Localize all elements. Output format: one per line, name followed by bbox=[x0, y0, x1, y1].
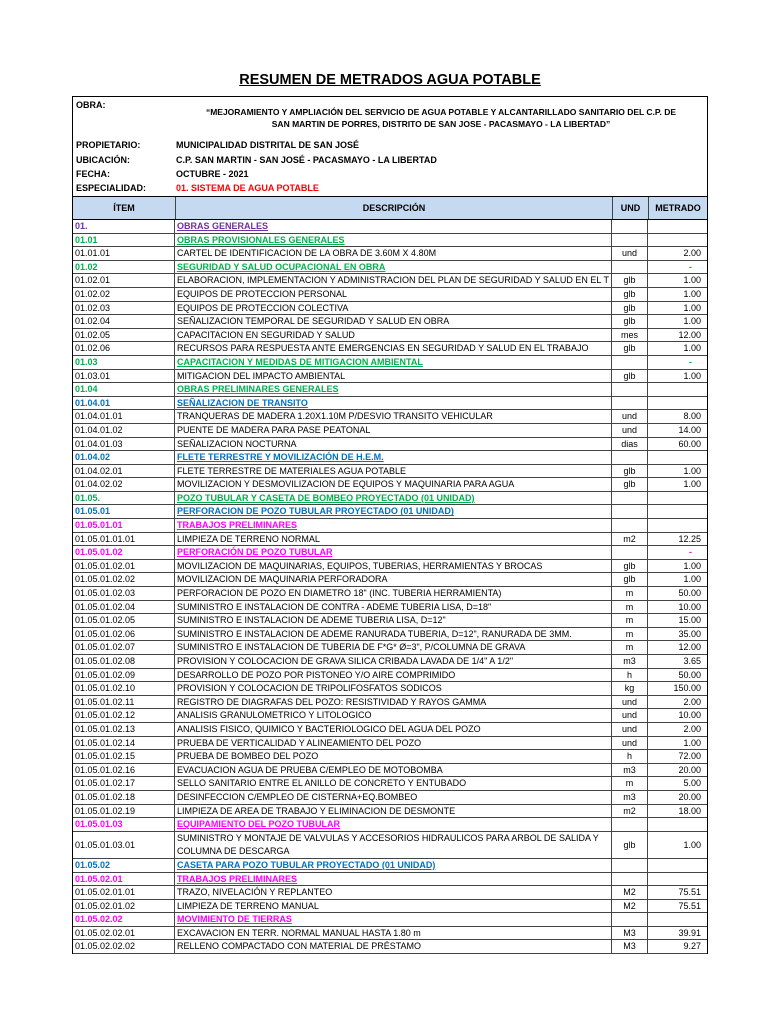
item-description: ANALISIS GRANULOMETRICO Y LITOLOGICO bbox=[175, 709, 612, 722]
table-row bbox=[73, 614, 707, 628]
item-quantity bbox=[648, 220, 707, 233]
section-row bbox=[73, 383, 707, 397]
item-unit bbox=[612, 383, 648, 396]
item-quantity: 20.00 bbox=[678, 791, 701, 802]
item-unit: kg bbox=[612, 682, 648, 695]
item-description: POZO TUBULAR Y CASETA DE BOMBEO PROYECTADO (01 UNIDAD) bbox=[175, 492, 612, 505]
item-description: EVACUACION AGUA DE PRUEBA C/EMPLEO DE MOTOBOMBA bbox=[175, 764, 612, 777]
item-description: FLETE TERRESTRE Y MOVILIZACIÓN DE H.E.M. bbox=[175, 451, 612, 464]
table-row bbox=[73, 302, 707, 316]
table-row bbox=[73, 750, 707, 764]
item-description: CASETA PARA POZO TUBULAR PROYECTADO (01 UNIDAD) bbox=[175, 859, 612, 872]
table-row bbox=[73, 696, 707, 710]
item-code: 01.05.01.02.01 bbox=[73, 560, 175, 573]
item-unit: M3 bbox=[612, 927, 648, 940]
item-quantity: 14.00 bbox=[678, 424, 701, 435]
item-code: 01.02.06 bbox=[73, 342, 175, 355]
fecha-value: OCTUBRE - 2021 bbox=[176, 169, 249, 179]
item-code: 01.05.01.02.19 bbox=[73, 805, 175, 818]
item-quantity: 10.00 bbox=[678, 710, 701, 721]
table-row bbox=[73, 601, 707, 615]
table-row bbox=[73, 737, 707, 751]
item-description: PRUEBA DE VERTICALIDAD Y ALINEAMIENTO DEL POZO bbox=[175, 737, 612, 750]
item-code: 01.05.01.02.07 bbox=[73, 641, 175, 654]
item-description: EXCAVACION EN TERR. NORMAL MANUAL HASTA 1.80 m bbox=[175, 927, 612, 940]
item-description: LIMPIEZA DE AREA DE TRABAJO Y ELIMINACION DE DESMONTE bbox=[175, 805, 612, 818]
obra-title-line-1: “MEJORAMIENTO Y AMPLIACIÓN DEL SERVICIO DE AGUA POTABLE Y ALCANTARILLADO SANITARIO DEL C.P. DE bbox=[205, 107, 677, 117]
item-quantity bbox=[648, 505, 707, 518]
item-quantity: 1.00 bbox=[683, 574, 701, 585]
item-code: 01.01.01 bbox=[73, 247, 175, 260]
item-quantity: 18.00 bbox=[678, 805, 701, 816]
item-code: 01.03 bbox=[73, 356, 175, 369]
item-unit: M3 bbox=[612, 940, 648, 953]
item-code: 01.05.01.02.18 bbox=[73, 791, 175, 804]
item-description: PERFORACIÓN DE POZO TUBULAR bbox=[175, 546, 612, 559]
item-quantity: 1.00 bbox=[683, 302, 701, 313]
ubicacion-label: UBICACIÓN: bbox=[76, 155, 130, 165]
item-code: 01.05.01.02 bbox=[73, 546, 175, 559]
item-description: PERFORACION DE POZO EN DIAMETRO 18" (INC. TUBERIA HERRAMIENTA) bbox=[175, 587, 612, 600]
item-description: REGISTRO DE DIAGRAFAS DEL POZO: RESISTIVIDAD Y RAYOS GAMMA bbox=[175, 696, 612, 709]
item-unit: glb bbox=[612, 370, 648, 383]
item-code: 01.03.01 bbox=[73, 370, 175, 383]
item-code: 01.05.01.03 bbox=[73, 818, 175, 831]
item-quantity: 1.00 bbox=[683, 465, 701, 476]
item-code: 01.05.01.02.12 bbox=[73, 709, 175, 722]
especialidad-value: 01. SISTEMA DE AGUA POTABLE bbox=[176, 183, 319, 193]
item-description: PERFORACION DE POZO TUBULAR PROYECTADO (01 UNIDAD) bbox=[175, 505, 612, 518]
table-row bbox=[73, 832, 707, 859]
item-code: 01.04.02.01 bbox=[73, 465, 175, 478]
item-quantity: 75.51 bbox=[678, 887, 701, 898]
item-description: RELLENO COMPACTADO CON MATERIAL DE PRÉSTAMO bbox=[175, 940, 612, 953]
item-quantity: 1.00 bbox=[683, 560, 701, 571]
item-quantity: 2.00 bbox=[683, 696, 701, 707]
item-unit bbox=[612, 519, 648, 532]
item-code: 01.05.01.03.01 bbox=[73, 832, 175, 858]
table-row bbox=[73, 628, 707, 642]
item-code: 01.04.01.01 bbox=[73, 410, 175, 423]
item-quantity: 8.00 bbox=[683, 411, 701, 422]
item-code: 01.05.01.02.05 bbox=[73, 614, 175, 627]
item-description: MOVILIZACION DE MAQUINARIA PERFORADORA bbox=[175, 573, 612, 586]
item-code: 01.05.02 bbox=[73, 859, 175, 872]
especialidad-label: ESPECIALIDAD: bbox=[76, 183, 147, 193]
item-unit: h bbox=[612, 669, 648, 682]
item-unit bbox=[612, 818, 648, 831]
item-code: 01.05. bbox=[73, 492, 175, 505]
fecha-label: FECHA: bbox=[76, 169, 110, 179]
item-quantity: 12.00 bbox=[678, 329, 701, 340]
item-unit: glb bbox=[612, 315, 648, 328]
section-row bbox=[73, 234, 707, 248]
item-quantity: 50.00 bbox=[678, 669, 701, 680]
table-row bbox=[73, 805, 707, 819]
table-row bbox=[73, 791, 707, 805]
table-row bbox=[73, 940, 707, 954]
item-quantity bbox=[648, 234, 707, 247]
item-description: EQUIPOS DE PROTECCION PERSONAL bbox=[175, 288, 612, 301]
item-quantity: 35.00 bbox=[678, 628, 701, 639]
item-code: 01.05.01.02.15 bbox=[73, 750, 175, 763]
table-row bbox=[73, 709, 707, 723]
table-row bbox=[73, 587, 707, 601]
item-description: CAPACITACION Y MEDIDAS DE MITIGACION AMBIENTAL bbox=[175, 356, 612, 369]
item-description: LIMPIEZA DE TERRENO NORMAL bbox=[175, 533, 612, 546]
item-description: EQUIPOS DE PROTECCION COLECTIVA bbox=[175, 302, 612, 315]
item-unit: glb bbox=[612, 832, 648, 858]
item-quantity bbox=[648, 397, 707, 410]
item-quantity: 1.00 bbox=[683, 370, 701, 381]
item-unit bbox=[612, 859, 648, 872]
item-unit bbox=[612, 451, 648, 464]
item-code: 01.05.01.02.10 bbox=[73, 682, 175, 695]
item-unit bbox=[612, 234, 648, 247]
column-header-metrado: METRADO bbox=[655, 203, 701, 213]
item-description: PROVISION Y COLOCACION DE TRIPOLIFOSFATOS SODICOS bbox=[175, 682, 612, 695]
item-unit bbox=[612, 505, 648, 518]
item-code: 01.04.02.02 bbox=[73, 478, 175, 491]
item-description: FLETE TERRESTRE DE MATERIALES AGUA POTABLE bbox=[175, 465, 612, 478]
item-unit: m3 bbox=[612, 791, 648, 804]
item-unit: glb bbox=[612, 478, 648, 491]
item-unit: glb bbox=[612, 465, 648, 478]
table-row bbox=[73, 370, 707, 384]
section-row bbox=[73, 818, 707, 832]
description-line: SUMINISTRO Y MONTAJE DE VALVULAS Y ACCESORIOS HIDRAULICOS PARA ARBOL DE SALIDA Y bbox=[177, 833, 599, 844]
item-description: PRUEBA DE BOMBEO DEL POZO bbox=[175, 750, 612, 763]
item-description: MOVIMIENTO DE TIERRAS bbox=[175, 913, 612, 926]
item-unit: M2 bbox=[612, 900, 648, 913]
item-description: SUMINISTRO E INSTALACION DE TUBERIA DE F*G* Ø=3", P/COLUMNA DE GRAVA bbox=[175, 641, 612, 654]
item-unit bbox=[612, 873, 648, 886]
item-description: MOVILIZACION DE MAQUINARIAS, EQUIPOS, TUBERIAS, HERRAMIENTAS Y BROCAS bbox=[175, 560, 612, 573]
item-quantity: 72.00 bbox=[678, 751, 701, 762]
item-description: ANALISIS FISICO, QUIMICO Y BACTERIOLOGICO DEL AGUA DEL POZO bbox=[175, 723, 612, 736]
item-code: 01.05.01.02.13 bbox=[73, 723, 175, 736]
item-description: SUMINISTRO E INSTALACION DE ADEME RANURADA TUBERIA, D=12", RANURADA DE 3MM. bbox=[175, 628, 612, 641]
item-code: 01.05.01.02.02 bbox=[73, 573, 175, 586]
table-row bbox=[73, 900, 707, 914]
item-code: 01.05.02.01.02 bbox=[73, 900, 175, 913]
item-unit: m bbox=[612, 777, 648, 790]
table-row bbox=[73, 424, 707, 438]
item-code: 01.04.02 bbox=[73, 451, 175, 464]
item-quantity: 1.00 bbox=[683, 737, 701, 748]
item-code: 01.04.01 bbox=[73, 397, 175, 410]
section-row bbox=[73, 492, 707, 506]
table-row bbox=[73, 342, 707, 356]
item-code: 01.05.01.02.09 bbox=[73, 669, 175, 682]
item-quantity: 20.00 bbox=[678, 764, 701, 775]
item-code: 01.05.02.02 bbox=[73, 913, 175, 926]
item-code: 01.02.04 bbox=[73, 315, 175, 328]
column-header-und: UND bbox=[613, 197, 649, 219]
item-quantity bbox=[648, 913, 707, 926]
section-row bbox=[73, 220, 707, 234]
item-description: SEGURIDAD Y SALUD OCUPACIONAL EN OBRA bbox=[175, 261, 612, 274]
table-row bbox=[73, 274, 707, 288]
table-row bbox=[73, 641, 707, 655]
item-unit bbox=[612, 546, 648, 559]
item-description: MOVILIZACION Y DESMOVILIZACION DE EQUIPOS Y MAQUINARIA PARA AGUA bbox=[175, 478, 612, 491]
item-description: LIMPIEZA DE TERRENO MANUAL bbox=[175, 900, 612, 913]
item-unit: glb bbox=[612, 302, 648, 315]
item-description: SEÑALIZACION DE TRANSITO bbox=[175, 397, 612, 410]
document-title: RESUMEN DE METRADOS AGUA POTABLE bbox=[239, 72, 541, 88]
item-unit: mes bbox=[612, 329, 648, 342]
table-row bbox=[73, 682, 707, 696]
item-quantity: 1.00 bbox=[683, 343, 701, 354]
item-description: ELABORACION, IMPLEMENTACION Y ADMINISTRACION DEL PLAN DE SEGURIDAD Y SALUD EN EL T bbox=[175, 274, 612, 287]
item-code: 01.05.01.01 bbox=[73, 519, 175, 532]
table-row bbox=[73, 478, 707, 492]
section-row bbox=[73, 505, 707, 519]
section-row bbox=[73, 913, 707, 927]
item-code: 01.05.02.02.01 bbox=[73, 927, 175, 940]
item-quantity: 12.00 bbox=[678, 642, 701, 653]
item-quantity: 9.27 bbox=[683, 941, 701, 952]
section-row bbox=[73, 873, 707, 887]
item-code: 01.02.05 bbox=[73, 329, 175, 342]
metrados-table-body bbox=[72, 220, 708, 954]
item-code: 01.05.01.02.16 bbox=[73, 764, 175, 777]
item-unit: M2 bbox=[612, 886, 648, 899]
item-description: MITIGACION DEL IMPACTO AMBIENTAL bbox=[175, 370, 612, 383]
table-row bbox=[73, 927, 707, 941]
item-description: TRABAJOS PRELIMINARES bbox=[175, 873, 612, 886]
item-quantity: 1.00 bbox=[683, 275, 701, 286]
table-row bbox=[73, 288, 707, 302]
section-row bbox=[73, 397, 707, 411]
table-row bbox=[73, 247, 707, 261]
item-description: TRANQUERAS DE MADERA 1.20X1.10M P/DESVIO TRANSITO VEHICULAR bbox=[175, 410, 612, 423]
propietario-value: MUNICIPALIDAD DISTRITAL DE SAN JOSÉ bbox=[176, 140, 360, 150]
item-unit: m2 bbox=[612, 533, 648, 546]
item-description: OBRAS GENERALES bbox=[175, 220, 612, 233]
item-description: OBRAS PRELIMINARES GENERALES bbox=[175, 383, 612, 396]
item-quantity: 1.00 bbox=[683, 288, 701, 299]
item-unit: m3 bbox=[612, 764, 648, 777]
obra-label: OBRA: bbox=[76, 100, 106, 110]
item-code: 01.05.01 bbox=[73, 505, 175, 518]
ubicacion-value: C.P. SAN MARTIN - SAN JOSÉ - PACASMAYO - LA LIBERTAD bbox=[176, 155, 437, 165]
item-quantity: 10.00 bbox=[678, 601, 701, 612]
section-row bbox=[73, 451, 707, 465]
item-unit: glb bbox=[612, 288, 648, 301]
item-description: CARTEL DE IDENTIFICACION DE LA OBRA DE 3.60M X 4.80M bbox=[175, 247, 612, 260]
item-unit: m2 bbox=[612, 805, 648, 818]
item-code: 01.05.01.02.08 bbox=[73, 655, 175, 668]
table-column-header bbox=[72, 197, 708, 220]
item-code: 01. bbox=[73, 220, 175, 233]
item-description: TRABAJOS PRELIMINARES bbox=[175, 519, 612, 532]
section-row bbox=[73, 519, 707, 533]
item-quantity: 75.51 bbox=[678, 900, 701, 911]
table-row bbox=[73, 777, 707, 791]
table-row bbox=[73, 560, 707, 574]
item-unit: und bbox=[612, 424, 648, 437]
propietario-label: PROPIETARIO: bbox=[76, 140, 141, 150]
item-description: SEÑALIZACION NOCTURNA bbox=[175, 438, 612, 451]
item-description: TRAZO, NIVELACIÓN Y REPLANTEO bbox=[175, 886, 612, 899]
section-row bbox=[73, 859, 707, 873]
item-code: 01.02.02 bbox=[73, 288, 175, 301]
item-unit: m bbox=[612, 628, 648, 641]
item-code: 01.05.01.02.11 bbox=[73, 696, 175, 709]
item-code: 01.01 bbox=[73, 234, 175, 247]
column-header-descripcion: DESCRIPCIÓN bbox=[176, 197, 613, 219]
item-code: 01.05.01.02.03 bbox=[73, 587, 175, 600]
item-unit: h bbox=[612, 750, 648, 763]
table-row bbox=[73, 438, 707, 452]
item-code: 01.05.01.02.14 bbox=[73, 737, 175, 750]
item-unit: und bbox=[612, 247, 648, 260]
item-quantity bbox=[648, 383, 707, 396]
item-unit: dias bbox=[612, 438, 648, 451]
item-unit: glb bbox=[612, 560, 648, 573]
item-description: PUENTE DE MADERA PARA PASE PEATONAL bbox=[175, 424, 612, 437]
table-row bbox=[73, 315, 707, 329]
item-unit bbox=[612, 356, 648, 369]
item-unit bbox=[612, 220, 648, 233]
section-row bbox=[73, 356, 707, 370]
table-row bbox=[73, 723, 707, 737]
item-description: SEÑALIZACION TEMPORAL DE SEGURIDAD Y SALUD EN OBRA bbox=[175, 315, 612, 328]
item-unit: und bbox=[612, 723, 648, 736]
item-code: 01.05.01.02.17 bbox=[73, 777, 175, 790]
item-unit: und bbox=[612, 696, 648, 709]
item-code: 01.05.02.02.02 bbox=[73, 940, 175, 953]
item-unit: m bbox=[612, 601, 648, 614]
item-description: PROVISION Y COLOCACION DE GRAVA SILICA CRIBADA LAVADA DE 1/4" A 1/2" bbox=[175, 655, 612, 668]
item-quantity: 60.00 bbox=[678, 438, 701, 449]
item-quantity: 2.00 bbox=[683, 248, 701, 259]
table-row bbox=[73, 329, 707, 343]
project-header bbox=[72, 96, 708, 197]
item-unit: glb bbox=[612, 573, 648, 586]
item-quantity: 5.00 bbox=[683, 778, 701, 789]
item-quantity bbox=[648, 873, 707, 886]
item-unit: und bbox=[612, 709, 648, 722]
item-quantity: - bbox=[689, 356, 692, 367]
item-unit: m bbox=[612, 587, 648, 600]
item-quantity: 50.00 bbox=[678, 588, 701, 599]
item-description: OBRAS PROVISIONALES GENERALES bbox=[175, 234, 612, 247]
description-line: COLUMNA DE DESCARGA bbox=[177, 845, 290, 856]
item-unit: glb bbox=[612, 274, 648, 287]
section-row bbox=[73, 261, 707, 275]
item-code: 01.05.01.01.01 bbox=[73, 533, 175, 546]
table-row bbox=[73, 410, 707, 424]
item-description: CAPACITACION EN SEGURIDAD Y SALUD bbox=[175, 329, 612, 342]
item-unit: und bbox=[612, 410, 648, 423]
item-quantity: 39.91 bbox=[678, 927, 701, 938]
table-row bbox=[73, 465, 707, 479]
item-quantity: 1.00 bbox=[683, 316, 701, 327]
item-code: 01.04.01.02 bbox=[73, 424, 175, 437]
column-header-item: ÍTEM bbox=[73, 197, 176, 219]
item-code: 01.02.03 bbox=[73, 302, 175, 315]
obra-title-line-2: SAN MARTIN DE PORRES, DISTRITO DE SAN JOSE - PACASMAYO - LA LIBERTAD” bbox=[271, 119, 611, 129]
item-description: DESINFECCION C/EMPLEO DE CISTERNA+EQ.BOMBEO bbox=[175, 791, 612, 804]
item-quantity: 12.25 bbox=[678, 533, 701, 544]
item-quantity: 150.00 bbox=[673, 683, 701, 694]
item-quantity: 3.65 bbox=[683, 656, 701, 666]
table-row bbox=[73, 669, 707, 683]
item-quantity: 1.00 bbox=[683, 839, 701, 850]
item-description: RECURSOS PARA RESPUESTA ANTE EMERGENCIAS EN SEGURIDAD Y SALUD EN EL TRABAJO bbox=[175, 342, 612, 355]
table-row bbox=[73, 764, 707, 778]
item-code: 01.04 bbox=[73, 383, 175, 396]
item-unit bbox=[612, 261, 648, 274]
item-description: EQUIPAMIENTO DEL POZO TUBULAR bbox=[175, 818, 612, 831]
item-code: 01.02 bbox=[73, 261, 175, 274]
table-row bbox=[73, 533, 707, 547]
item-code: 01.05.02.01.01 bbox=[73, 886, 175, 899]
item-quantity: - bbox=[689, 261, 692, 272]
table-row bbox=[73, 655, 707, 669]
item-unit: m3 bbox=[612, 655, 648, 668]
item-code: 01.05.01.02.04 bbox=[73, 601, 175, 614]
item-unit: glb bbox=[612, 342, 648, 355]
item-quantity: 1.00 bbox=[683, 479, 701, 490]
table-row bbox=[73, 573, 707, 587]
item-quantity: 2.00 bbox=[683, 723, 701, 734]
item-description: SELLO SANITARIO ENTRE EL ANILLO DE CONCRETO Y ENTUBADO bbox=[175, 777, 612, 790]
item-unit: und bbox=[612, 737, 648, 750]
item-quantity bbox=[648, 451, 707, 464]
item-quantity: - bbox=[689, 547, 692, 558]
item-unit bbox=[612, 913, 648, 926]
item-code: 01.02.01 bbox=[73, 274, 175, 287]
table-row bbox=[73, 886, 707, 900]
item-description: DESARROLLO DE POZO POR PISTONEO Y/O AIRE COMPRIMIDO bbox=[175, 669, 612, 682]
item-quantity bbox=[648, 859, 707, 872]
item-description bbox=[175, 832, 612, 858]
item-code: 01.05.02.01 bbox=[73, 873, 175, 886]
item-quantity: 15.00 bbox=[678, 615, 701, 626]
item-code: 01.05.01.02.06 bbox=[73, 628, 175, 641]
item-quantity bbox=[648, 492, 707, 505]
item-quantity bbox=[648, 818, 707, 831]
item-quantity bbox=[648, 519, 707, 532]
item-unit: m bbox=[612, 614, 648, 627]
item-code: 01.04.01.03 bbox=[73, 438, 175, 451]
item-description: SUMINISTRO E INSTALACION DE ADEME TUBERIA LISA, D=12" bbox=[175, 614, 612, 627]
item-unit: m bbox=[612, 641, 648, 654]
item-description: SUMINISTRO E INSTALACION DE CONTRA - ADEME TUBERIA LISA, D=18" bbox=[175, 601, 612, 614]
section-row bbox=[73, 546, 707, 560]
item-unit bbox=[612, 492, 648, 505]
item-unit bbox=[612, 397, 648, 410]
